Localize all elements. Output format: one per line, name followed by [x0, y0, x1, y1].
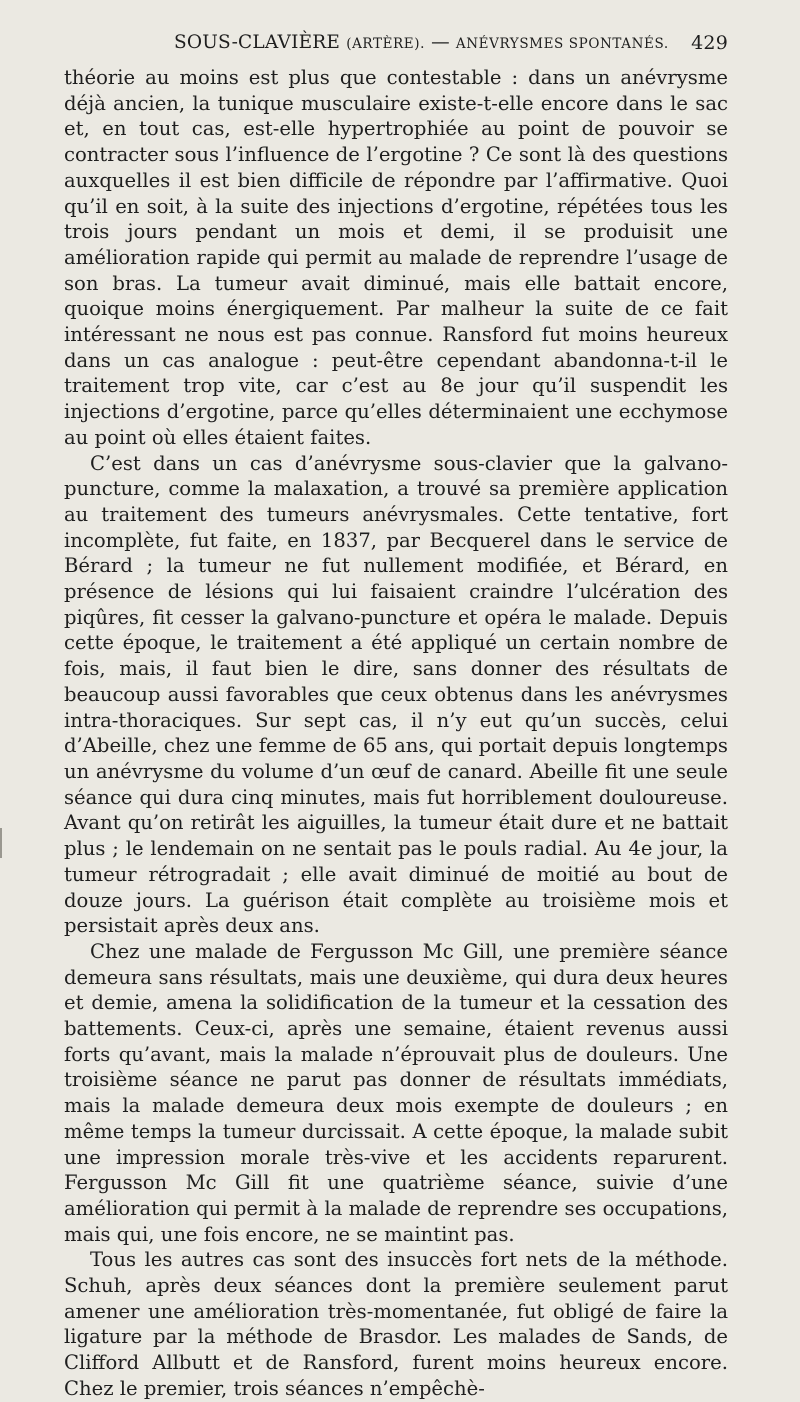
title-paren: (ARTÈRE).: [346, 36, 425, 52]
paragraph: théorie au moins est plus que contestable : dans un anévrysme déjà ancien, la tunique musculaire existe-t-elle encore dans le sac et, en tout cas, est-elle hypertrophiée au point de pouvoir se contracter sous l’influence de l’ergotine ? Ce sont là des questions auxquelles il est bien difficile de répondre par l’affirmative. Quoi qu’il en soit, à la suite des injections d’ergotine, répétées tous les trois jours pendant un mois et demi, il se produisit une amélioration rapide qui permit au malade de reprendre l’usage de son bras. La tumeur avait diminué, mais elle battait encore, quoique moins énergiquement. Par malheur la suite de ce fait intéressant ne nous est pas connue. Ransford fut moins heureux dans un cas analogue : peut-être cependant abandonna-t-il le traitement trop vite, car c’est au 8e jour qu’il suspendit les injections d’ergotine, parce qu’elles déterminaient une ecchymose au point où elles étaient faites.: [64, 66, 728, 449]
paragraph: Tous les autres cas sont des insuccès fort nets de la méthode. Schuh, après deux séances dont la première seulement parut amener une amélioration très-momentanée, fut obligé de faire la ligature par la méthode de Brasdor. Les malades de Sands, de Clifford Allbutt et de Ransford, furent moins heureux encore. Chez le premier, trois séances n’empêchè-: [64, 1248, 728, 1400]
paragraph: Chez une malade de Fergusson Mc Gill, une première séance demeura sans résultats, mais une deuxième, qui dura deux heures et demie, amena la solidification de la tumeur et la cessation des battements. Ceux-ci, après une semaine, étaient revenus aussi forts qu’avant, mais la malade n’éprouvait plus de douleurs. Une troisième séance ne parut pas donner de résultats immédiats, mais la malade demeura deux mois exempte de douleurs ; en même temps la tumeur durcissait. A cette époque, la malade subit une impression morale très-vive et les accidents reparurent. Fergusson Mc Gill fit une quatrième séance, suivie d’une amélioration qui permit à la malade de reprendre ses occupations, mais qui, une fois encore, ne se maintint pas.: [64, 939, 728, 1246]
title-subtitle: ANÉVRYSMES SPONTANÉS.: [455, 36, 669, 52]
running-title: [174, 32, 669, 53]
paragraph: C’est dans un cas d’anévrysme sous-clavier que la galvano-puncture, comme la malaxation, a trouvé sa première application au traitement des tumeurs anévrysmales. Cette tentative, fort incomplète, fut faite, en 1837, par Becquerel dans le service de Bérard ; la tumeur ne fut nullement modifiée, et Bérard, en présence de lésions qui lui faisaient craindre l’ulcération des piqûres, fit cesser la galvano-puncture et opéra le malade. Depuis cette époque, le traitement a été appliqué un certain nombre de fois, mais, il faut bien le dire, sans donner des résultats de beaucoup aussi favorables que ceux obtenus dans les anévrysmes intra-thoraciques. Sur sept cas, il n’y eut qu’un succès, celui d’Abeille, chez une femme de 65 ans, qui portait depuis longtemps un anévrysme du volume d’un œuf de canard. Abeille fit une seule séance qui dura cinq minutes, mais fut horriblement douloureuse. Avant qu’on retirât les aiguilles, la tumeur était dure et ne battait plus ; le lendemain on ne sentait pas le pouls radial. Au 4e jour, la tumeur rétrogradait ; elle avait diminué de moitié au bout de douze jours. La guérison était complète au troisième mois et persistait après deux ans.: [64, 451, 728, 938]
body-text: [64, 65, 728, 1402]
running-header: [64, 32, 728, 62]
page-number: 429: [691, 32, 728, 54]
title-main: SOUS-CLAVIÈRE: [174, 32, 341, 53]
title-dash: —: [431, 32, 450, 53]
margin-mark: [0, 828, 2, 858]
